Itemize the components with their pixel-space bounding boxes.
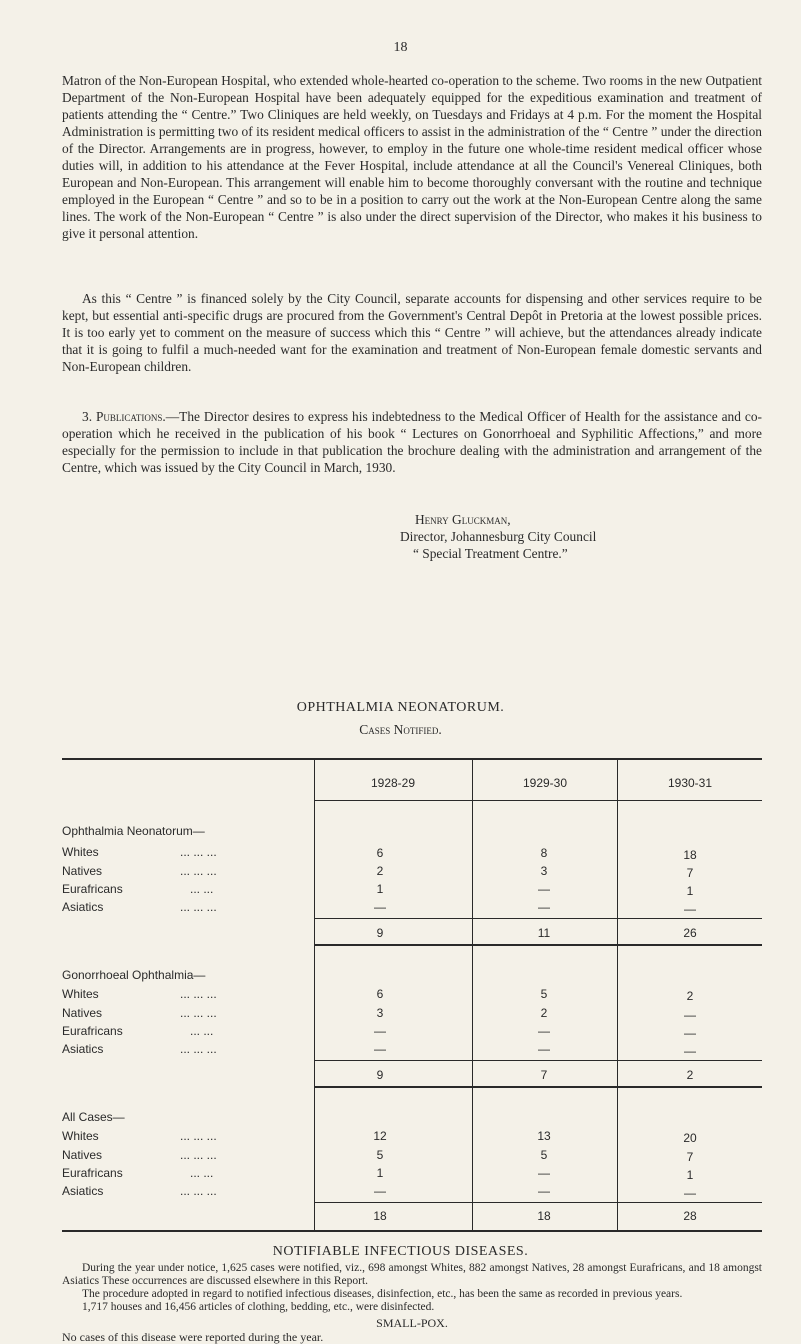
total-cell: 18 [537,1209,551,1223]
table-cell: 3 [376,1006,384,1020]
paragraph-text [62,408,762,476]
table-cell: — [684,902,696,916]
row-label: Natives ... ... ... [62,1148,217,1162]
publications-body: —The Director desires to express his indebtedness to the Medical Officer of Health for the assistance and co-operation which he received in the publication of his book “ Lectures on Gonorrhoeal and Syphilitic Affections,” and more especially for the permission to include in that publication the brochure dealing with the administration and arrangement of the Centre, which was issued by the City Council in March, 1930. [62,409,762,475]
table-bottom-rule [62,1230,762,1232]
smallpox-title: SMALL-POX. [376,1316,448,1330]
table-cell: — [374,1184,386,1198]
signature-centre: “ Special Treatment Centre.” [413,546,568,561]
group-rule [314,944,762,946]
publications-heading: 3. Publications. [82,409,166,424]
table-cell: — [538,900,550,914]
row-label: Whites ... ... ... [62,987,217,1001]
row-label: Natives ... ... ... [62,1006,217,1020]
paragraph-text: No cases of this disease were reported during the year. [62,1330,324,1344]
table-cell: 5 [540,1148,548,1162]
table-cell: — [684,1186,696,1200]
table-cell: 2 [540,1006,548,1020]
table-cell: 12 [373,1129,387,1143]
signature-title: Director, Johannesburg City Council [400,529,597,544]
cases-table [62,758,762,1233]
row-label: Eurafricans ... ... [62,882,214,896]
year-header: 1928-29 [370,776,416,790]
table-cell: 7 [686,1150,694,1164]
subtotal-rule [314,1202,762,1203]
total-cell: 9 [376,926,384,940]
column-rule [314,758,315,1232]
total-cell: 11 [537,926,551,940]
table-cell: 1 [686,1168,694,1182]
paragraph-text: 1,717 houses and 16,456 articles of clothing, bedding, etc., were disinfected. [82,1301,435,1313]
table-cell: 1 [376,882,384,896]
table-top-rule [62,758,762,760]
table-cell: 5 [540,987,548,1001]
table-cell: 6 [376,846,384,860]
page-number: 18 [393,40,408,55]
paragraph-text: As this “ Centre ” is financed solely by the City Council, separate accounts for dispensing and other services require to be kept, but essential anti-specific drugs are procured from the Government's Central Depôt in Pretoria at the lowest possible prices. It is too early yet to comment on the measure of success which this “ Centre ” will achieve, but the attendances already indicate that it is going to fulfil a much-needed want for the examination and treatment of Non-European female domestic servants and Non-European children. [62,291,762,374]
table-cell: 5 [376,1148,384,1162]
table-cell: 2 [376,864,384,878]
paragraph-text: Matron of the Non-European Hospital, who extended whole-hearted co-operation to the scheme. Two rooms in the new Outpatient Department of the Non-European Hospital have been adequately equipped for the expeditious examination and treatment of patients attending the “ Centre.” Two Cliniques are held weekly, on Tuesdays and Fridays at 4 p.m. For the moment the Hospital Administration is permitting two of its resident medical officers to assist in the administration of the “ Centre ” under the direction of the Director. Arrangements are in progress, however, to employ in the future one whole-time resident medical officer whose duties will, in addition to his attendance at the Fever Hospital, include attendance at all the Council's Venereal Cliniques, both European and Non-European. This arrangement will enable him to become thoroughly conversant with the routine and technique employed in the European “ Centre ” and so to be in a position to carry out the work at the Non-European Centre along the same lines. The work of the Non-European “ Centre ” is also under the direct supervision of the Director, who makes it his business to give it personal attention. [62,73,762,241]
table-cell: — [684,1044,696,1058]
table-cell: 7 [686,866,694,880]
signature-name: Henry Gluckman, [415,512,511,527]
table-cell: — [374,1042,386,1056]
row-label: Whites ... ... ... [62,1129,217,1143]
paragraph-publications [62,408,762,476]
notifiable-section [62,1262,762,1314]
header-rule [314,800,762,801]
table-cell: 1 [376,1166,384,1180]
paragraph-centre-arrangements [62,72,762,242]
table-cell: 13 [537,1129,551,1143]
table-cell: — [684,1026,696,1040]
row-label: Eurafricans ... ... [62,1024,214,1038]
group-label: Ophthalmia Neonatorum— [62,824,205,838]
group-rule [314,1086,762,1088]
table-cell: — [538,882,550,896]
table-cell: 3 [540,864,548,878]
ophthalmia-title: OPHTHALMIA NEONATORUM. [296,700,505,715]
paragraph-text: During the year under notice, 1,625 cases were notified, viz., 698 amongst Whites, 882 amongst Natives, 28 amongst Eurafricans, and 18 amongst Asiatics These occurrences are discussed elsewhere in this Report. [62,1262,762,1287]
ophthalmia-subtitle: Cases Notified. [359,722,442,737]
total-cell: 2 [686,1068,694,1082]
paragraph-text: The procedure adopted in regard to notified infectious diseases, disinfection, etc., has been the same as recorded in previous years. [82,1288,683,1300]
total-cell: 9 [376,1068,384,1082]
table-cell: — [684,1008,696,1022]
column-rule [472,758,473,1232]
total-cell: 26 [683,926,697,940]
table-cell: — [538,1166,550,1180]
table-cell: 18 [683,848,697,862]
table-cell: 6 [376,987,384,1001]
group-label: Gonorrhoeal Ophthalmia— [62,968,206,982]
table-cell: — [538,1024,550,1038]
total-cell: 28 [683,1209,697,1223]
total-cell: 7 [540,1068,548,1082]
table-cell: — [374,1024,386,1038]
table-cell: 8 [540,846,548,860]
row-label: Natives ... ... ... [62,864,217,878]
total-cell: 18 [373,1209,387,1223]
table-cell: — [374,900,386,914]
subtotal-rule [314,1060,762,1061]
table-cell: 2 [686,989,694,1003]
row-label: Asiatics ... ... ... [62,900,217,914]
paragraph-financing [62,290,762,375]
row-label: Whites ... ... ... [62,845,217,859]
table-cell: — [538,1184,550,1198]
year-header: 1930-31 [667,776,713,790]
column-rule [617,758,618,1232]
subtotal-rule [314,918,762,919]
row-label: Asiatics ... ... ... [62,1184,217,1198]
year-header: 1929-30 [522,776,568,790]
table-cell: 20 [683,1131,697,1145]
row-label: Asiatics ... ... ... [62,1042,217,1056]
table-cell: 1 [686,884,694,898]
table-cell: — [538,1042,550,1056]
row-label: Eurafricans ... ... [62,1166,214,1180]
notifiable-title: NOTIFIABLE INFECTIOUS DISEASES. [272,1244,529,1259]
group-label: All Cases— [62,1110,125,1124]
